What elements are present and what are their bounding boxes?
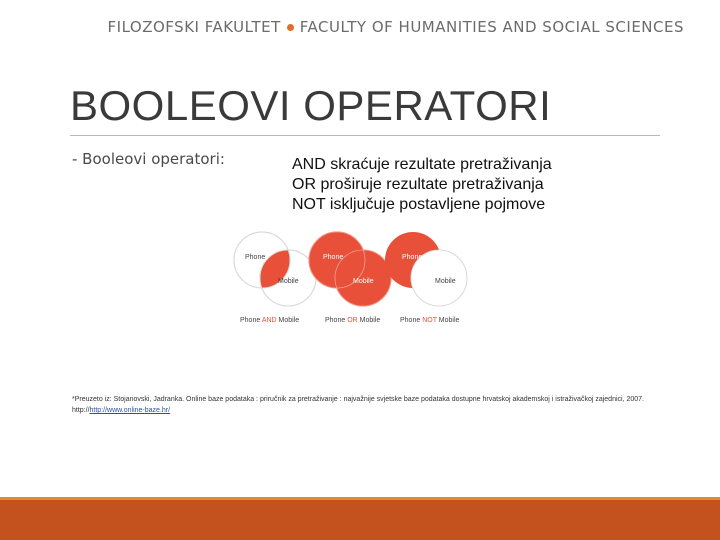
slide-title: BOOLEOVI OPERATORI (70, 82, 552, 129)
logo-text-english: FACULTY OF HUMANITIES AND SOCIAL SCIENCES (299, 18, 684, 36)
venn-not-label-mobile: Mobile (435, 278, 456, 285)
venn-and-caption: Phone AND Mobile (240, 317, 300, 324)
footnote-link[interactable]: http://www.online-baze.hr/ (89, 407, 171, 414)
venn-or-label-phone: Phone (323, 254, 344, 261)
venn-or-caption: Phone OR Mobile (325, 317, 381, 324)
venn-and-panel (234, 232, 316, 324)
venn-not-caption: Phone NOT Mobile (400, 317, 460, 324)
venn-not-panel (385, 232, 467, 324)
venn-not-label-phone: Phone (402, 254, 423, 261)
bottom-accent-bar (0, 497, 720, 540)
source-footnote (72, 394, 672, 416)
venn-or-label-mobile: Mobile (353, 278, 374, 285)
venn-diagrams (230, 215, 475, 330)
venn-and-label-phone: Phone (245, 254, 266, 261)
footnote-text: *Preuzeto iz: Stojanovski, Jadranka. Online baze podataka : priručnik za pretraživanje : najvažnije svjetske baze podataka dostupne hrvatskoj akademskoj i istraživačkoj zajednici, 2007. http:// (72, 396, 644, 414)
venn-or-panel (309, 232, 391, 324)
logo-dot (287, 24, 294, 31)
operator-not-line: NOT isključuje postavljene pojmove (292, 196, 546, 213)
venn-and-label-mobile: Mobile (278, 278, 299, 285)
operator-or-line: OR proširuje rezultate pretraživanja (292, 176, 544, 193)
logo-text-croatian: FILOZOFSKI FAKULTET (107, 18, 281, 36)
slide-subtitle: - Booleovi operatori: (72, 150, 225, 168)
faculty-logo (108, 18, 684, 36)
title-divider (70, 135, 660, 136)
operators-list (292, 155, 552, 215)
operator-and-line: AND skraćuje rezultate pretraživanja (292, 156, 552, 173)
